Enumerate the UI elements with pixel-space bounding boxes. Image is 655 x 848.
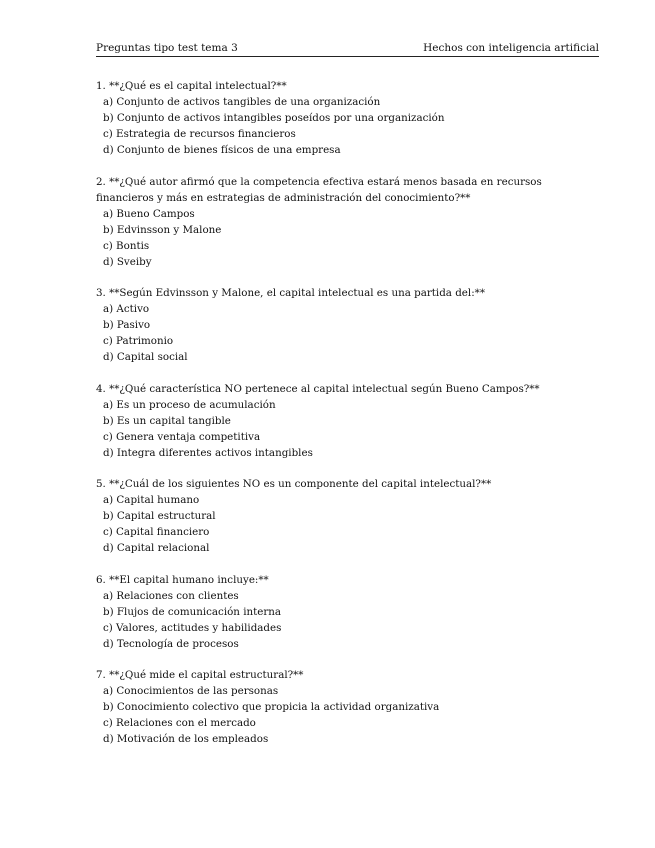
- question-text: 1. **¿Qué es el capital intelectual?**: [96, 80, 287, 92]
- question-text: 6. **El capital humano incluye:**: [96, 573, 269, 586]
- option-c: c) Capital financiero: [103, 526, 210, 538]
- question-text: 3. **Según Edvinsson y Malone, el capital intelectual es una partida del:**: [96, 287, 485, 299]
- question-list: [96, 78, 575, 763]
- option-a: a) Bueno Campos: [103, 207, 195, 220]
- option-c: c) Genera ventaja competitiva: [103, 430, 261, 443]
- question-text: 4. **¿Qué característica NO pertenece al capital intelectual según Bueno Campos?**: [96, 382, 540, 395]
- option-d: d) Capital relacional: [103, 542, 210, 554]
- header-subtitle: Hechos con inteligencia artificial: [423, 42, 599, 54]
- answer-options: [96, 301, 575, 365]
- option-a: a) Relaciones con clientes: [103, 589, 239, 602]
- option-a: a) Capital humano: [103, 494, 200, 506]
- answer-options: [96, 683, 575, 747]
- option-d: d) Integra diferentes activos intangibles: [103, 446, 313, 459]
- question-1: [96, 78, 575, 158]
- option-d: d) Sveiby: [103, 255, 152, 268]
- question-text: 5. **¿Cuál de los siguientes NO es un componente del capital intelectual?**: [96, 478, 492, 490]
- question-4: [96, 381, 575, 461]
- answer-options: [96, 397, 575, 461]
- option-a: a) Conocimientos de las personas: [103, 685, 279, 697]
- option-a: a) Conjunto de activos tangibles de una organización: [103, 96, 381, 108]
- question-text: 2. **¿Qué autor afirmó que la competencia efectiva estará menos basada en recursos financieros y más en estrategias de administración del conocimiento?**: [96, 175, 542, 204]
- option-c: c) Relaciones con el mercado: [103, 717, 256, 729]
- option-c: c) Valores, actitudes y habilidades: [103, 621, 282, 634]
- option-a: a) Activo: [103, 303, 150, 315]
- option-d: d) Motivación de los empleados: [103, 733, 269, 745]
- option-b: b) Flujos de comunicación interna: [103, 605, 282, 618]
- question-text: 7. **¿Qué mide el capital estructural?**: [96, 669, 304, 681]
- question-3: [96, 285, 575, 365]
- option-d: d) Conjunto de bienes físicos de una empresa: [103, 144, 341, 156]
- option-b: b) Capital estructural: [103, 510, 216, 522]
- option-c: c) Bontis: [103, 239, 150, 252]
- answer-options: [96, 492, 575, 556]
- option-d: d) Tecnología de procesos: [103, 637, 239, 650]
- question-6: [96, 572, 575, 652]
- option-b: b) Es un capital tangible: [103, 414, 231, 427]
- header-title: Preguntas tipo test tema 3: [96, 42, 238, 54]
- option-b: b) Conjunto de activos intangibles poseídos por una organización: [103, 112, 445, 124]
- option-c: c) Patrimonio: [103, 335, 174, 347]
- question-2: [96, 174, 575, 270]
- answer-options: [96, 588, 575, 652]
- answer-options: [96, 206, 575, 270]
- option-b: b) Edvinsson y Malone: [103, 223, 222, 236]
- option-d: d) Capital social: [103, 351, 188, 363]
- question-7: [96, 667, 575, 747]
- question-5: [96, 476, 575, 556]
- option-b: b) Conocimiento colectivo que propicia la actividad organizativa: [103, 701, 440, 713]
- page-header: [96, 39, 599, 57]
- option-c: c) Estrategia de recursos financieros: [103, 128, 296, 140]
- answer-options: [96, 94, 575, 158]
- option-b: b) Pasivo: [103, 319, 151, 331]
- option-a: a) Es un proceso de acumulación: [103, 398, 276, 411]
